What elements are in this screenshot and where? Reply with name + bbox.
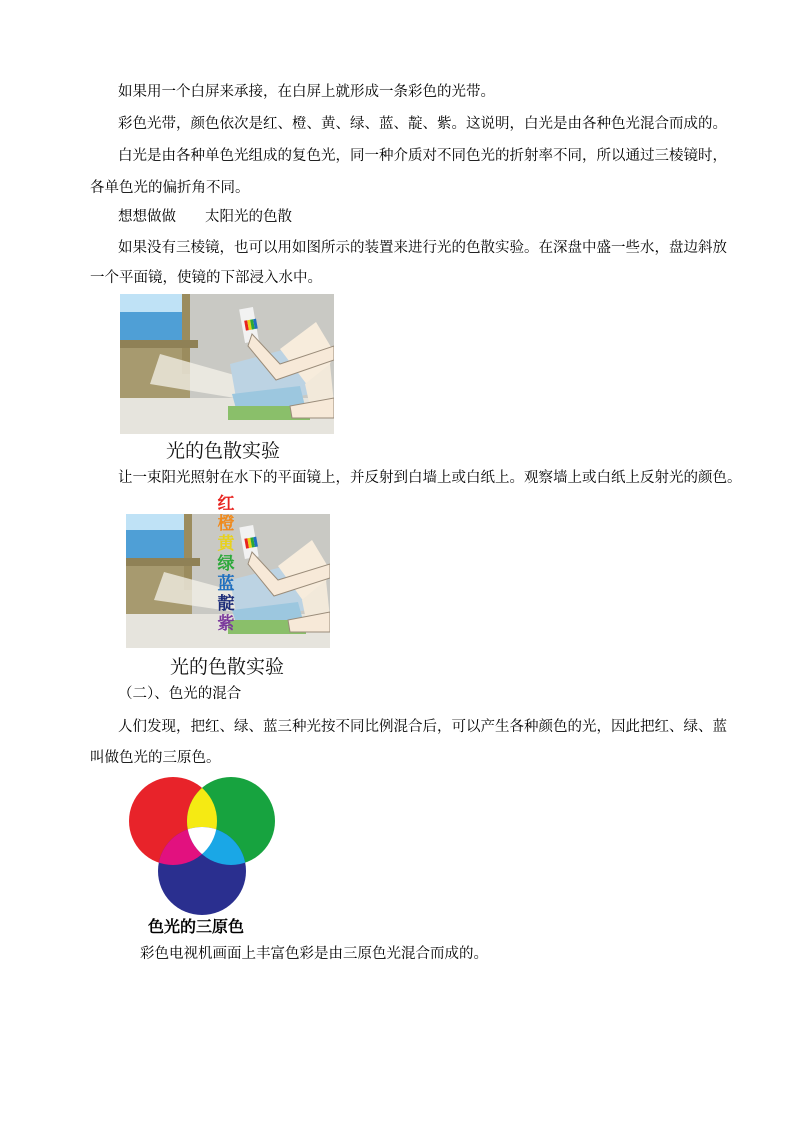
spectrum-label-orange: 橙	[217, 514, 235, 534]
dispersion-experiment-figure-1	[120, 294, 334, 434]
spectrum-label-yellow: 黄	[217, 534, 235, 554]
figure-1-caption: 光的色散实验	[166, 440, 281, 462]
figure-3-caption: 色光的三原色	[148, 917, 245, 936]
paragraph-white-screen: 如果用一个白屏来承接，在白屏上就形成一条彩色的光带。	[118, 84, 495, 100]
paragraph-rgb-b: 叫做色光的三原色。	[90, 750, 221, 766]
paragraph-no-prism-a: 如果没有三棱镜，也可以用如图所示的装置来进行光的色散实验。在深盘中盛一些水，盘边斜放	[118, 240, 727, 256]
paragraph-rgb-a: 人们发现，把红、绿、蓝三种光按不同比例混合后，可以产生各种颜色的光，因此把红、绿、蓝	[118, 719, 727, 735]
paragraph-color-tv: 彩色电视机画面上丰富色彩是由三原色光混合而成的。	[140, 946, 488, 962]
section-heading-color-mixing: （二）、色光的混合	[118, 686, 242, 702]
spectrum-label-violet: 紫	[217, 614, 235, 634]
spectrum-label-blue: 蓝	[217, 574, 235, 594]
figure-2-caption: 光的色散实验	[170, 656, 285, 678]
paragraph-no-prism-b: 一个平面镜，使镜的下部浸入水中。	[90, 270, 322, 286]
paragraph-reflect-sunlight: 让一束阳光照射在水下的平面镜上，并反射到白墙上或白纸上。观察墙上或白纸上反射光的颜色。	[118, 470, 742, 486]
spectrum-label-green: 绿	[217, 554, 235, 574]
spectrum-label-indigo: 靛	[217, 594, 235, 614]
rgb-venn-svg	[126, 776, 278, 916]
spectrum-labels	[215, 494, 237, 634]
dispersion-illustration-1	[120, 294, 334, 434]
paragraph-white-light-b: 各单色光的偏折角不同。	[90, 180, 250, 196]
paragraph-white-light-a: 白光是由各种单色光组成的复色光，同一种介质对不同色光的折射率不同，所以通过三棱镜时，	[118, 148, 727, 164]
rgb-primary-colors-diagram	[126, 776, 278, 916]
paragraph-color-band: 彩色光带，颜色依次是红、橙、黄、绿、蓝、靛、紫。这说明，白光是由各种色光混合而成的。	[118, 116, 727, 132]
spectrum-label-red: 红	[217, 494, 235, 514]
section-heading-try-it: 想想做做 太阳光的色散	[118, 209, 292, 225]
